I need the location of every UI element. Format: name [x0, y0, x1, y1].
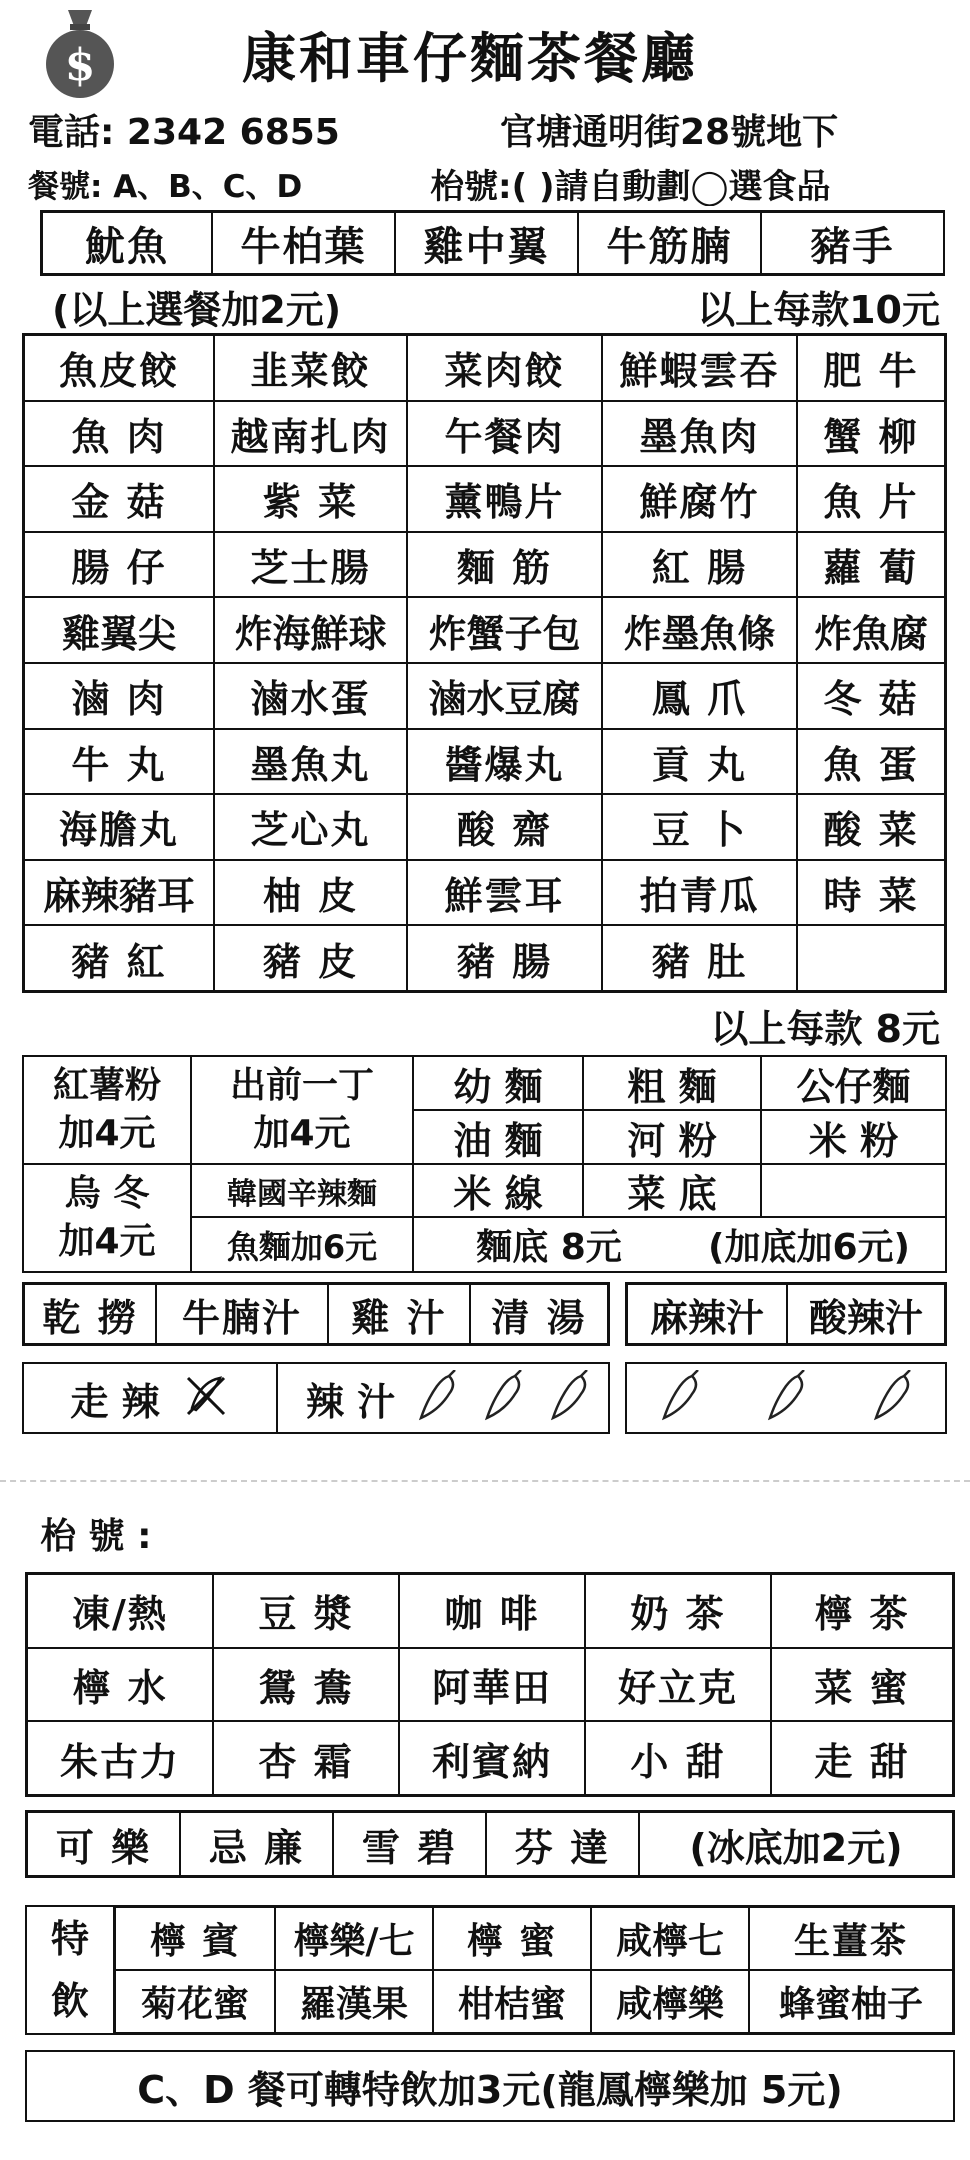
- chili-icon: [479, 1370, 527, 1426]
- special-drink[interactable]: 生薑茶: [749, 1907, 953, 1970]
- topping-item[interactable]: 鮮雲耳: [407, 860, 602, 926]
- flat-rice-noodle[interactable]: 河 粉: [584, 1111, 762, 1165]
- soup-brisket[interactable]: 牛腩汁: [156, 1284, 328, 1344]
- special-drink[interactable]: 咸檸七: [591, 1907, 749, 1970]
- topping-item[interactable]: 柚 皮: [214, 860, 407, 926]
- special-drink[interactable]: 菊花蜜: [115, 1970, 275, 2033]
- drink-item[interactable]: 杏 霜: [213, 1721, 399, 1795]
- vermicelli[interactable]: 米 粉: [762, 1111, 945, 1165]
- topping-item[interactable]: 海膽丸: [24, 794, 214, 860]
- thick-noodle[interactable]: 粗 麵: [584, 1057, 762, 1111]
- drink-item[interactable]: 咖 啡: [399, 1574, 585, 1648]
- soda-fanta[interactable]: 芬 達: [486, 1812, 639, 1876]
- topping-item[interactable]: 金 菇: [24, 466, 214, 532]
- premium-item[interactable]: 豬手: [761, 212, 944, 274]
- topping-item[interactable]: 蘿 蔔: [797, 532, 945, 598]
- special-drink[interactable]: 咸檸樂: [591, 1970, 749, 2033]
- drinks-table-number: 枱 號 :: [40, 1515, 152, 1557]
- drinks-grid: [25, 1572, 955, 1797]
- no-spicy-label: 走 辣: [70, 1379, 160, 1424]
- topping-item[interactable]: 牛 丸: [24, 729, 214, 795]
- soup-base-right: [625, 1282, 947, 1346]
- drink-item[interactable]: 檸 茶: [771, 1574, 953, 1648]
- sweet-potato-label: 紅薯粉: [52, 1065, 161, 1106]
- phone-number: 電話: 2342 6855: [28, 111, 340, 152]
- demae-price: 加4元: [253, 1113, 351, 1154]
- table-number-instruction: 枱號:( )請自動劃◯選食品: [430, 166, 831, 206]
- restaurant-title: 康和車仔麵茶餐廳: [242, 26, 698, 90]
- logo-dollar-sign: $: [64, 39, 96, 91]
- special-drink[interactable]: 柑桔蜜: [433, 1970, 591, 2033]
- topping-item[interactable]: 炸墨魚條: [602, 597, 797, 663]
- noodle-section: [22, 1055, 947, 1273]
- vegetable-base[interactable]: 菜 底: [584, 1165, 762, 1218]
- demae-label: 出前一丁: [229, 1065, 374, 1106]
- special-drink[interactable]: 檸 蜜: [433, 1907, 591, 1970]
- chili-icon: [868, 1370, 916, 1426]
- topping-item[interactable]: 拍青瓜: [602, 860, 797, 926]
- soup-chicken[interactable]: 雞 汁: [328, 1284, 470, 1344]
- noodle-base-price: 麵底 8元: [476, 1227, 622, 1268]
- soup-hot-sour[interactable]: 酸辣汁: [787, 1284, 945, 1344]
- topping-item[interactable]: 紅 腸: [602, 532, 797, 598]
- topping-item[interactable]: 魚皮餃: [24, 335, 214, 401]
- chili-icon: [656, 1370, 704, 1426]
- drink-item[interactable]: 阿華田: [399, 1648, 585, 1722]
- soda-sprite[interactable]: 雪 碧: [333, 1812, 486, 1876]
- udon-label: 烏 冬: [64, 1173, 150, 1214]
- topping-item[interactable]: 雞翼尖: [24, 597, 214, 663]
- topping-item[interactable]: 薰鴨片: [407, 466, 602, 532]
- topping-item[interactable]: 菜肉餃: [407, 335, 602, 401]
- topping-item[interactable]: 墨魚丸: [214, 729, 407, 795]
- no-chili-icon: [182, 1370, 230, 1427]
- drink-item[interactable]: 好立克: [585, 1648, 771, 1722]
- premium-note-left: (以上選餐加2元): [52, 287, 342, 332]
- topping-item[interactable]: 鮮蝦雲吞: [602, 335, 797, 401]
- topping-item[interactable]: 豬 紅: [24, 925, 214, 991]
- sweet-potato-noodle[interactable]: [24, 1057, 192, 1165]
- topping-item[interactable]: 蟹 柳: [797, 401, 945, 467]
- extra-base-price: (加底加6元): [708, 1227, 910, 1268]
- logo-money-bag-icon: [40, 2, 120, 100]
- drink-item[interactable]: 菜 蜜: [771, 1648, 953, 1722]
- spice-level-right[interactable]: [625, 1362, 947, 1434]
- udon-price: 加4元: [58, 1221, 156, 1262]
- topping-item-empty: [797, 925, 945, 991]
- topping-item[interactable]: 芝士腸: [214, 532, 407, 598]
- topping-item[interactable]: 魚 片: [797, 466, 945, 532]
- topping-item[interactable]: 魚 蛋: [797, 729, 945, 795]
- topping-item[interactable]: 豆 卜: [602, 794, 797, 860]
- topping-item[interactable]: 鳳 爪: [602, 663, 797, 729]
- soup-clear[interactable]: 清 湯: [470, 1284, 608, 1344]
- special-drinks-section: [25, 1905, 955, 2035]
- noodle-empty-cell: [762, 1165, 945, 1218]
- sweet-potato-price: 加4元: [58, 1113, 156, 1154]
- drink-item[interactable]: 檸 水: [27, 1648, 213, 1722]
- chili-icon: [762, 1370, 810, 1426]
- premium-price-note: 以上每款10元: [697, 287, 940, 332]
- premium-item[interactable]: 雞中翼: [395, 212, 578, 274]
- chili-icon: [413, 1370, 461, 1426]
- soup-base-left: [22, 1282, 610, 1346]
- toppings-price-note: 以上每款 8元: [710, 1006, 940, 1050]
- special-label-top: 特: [50, 1917, 89, 1961]
- topping-item[interactable]: 鮮腐竹: [602, 466, 797, 532]
- spicy-option[interactable]: [278, 1364, 608, 1432]
- topping-item[interactable]: 越南扎肉: [214, 401, 407, 467]
- drink-item[interactable]: 利賓納: [399, 1721, 585, 1795]
- drink-item[interactable]: 奶 茶: [585, 1574, 771, 1648]
- topping-item[interactable]: 午餐肉: [407, 401, 602, 467]
- drink-item[interactable]: 小 甜: [585, 1721, 771, 1795]
- spicy-label: 辣 汁: [306, 1379, 396, 1424]
- meal-codes: 餐號: A、B、C、D: [28, 168, 303, 205]
- special-label-bottom: 飲: [50, 1979, 89, 2023]
- topping-item[interactable]: 炸蟹子包: [407, 597, 602, 663]
- topping-item[interactable]: 醬爆丸: [407, 729, 602, 795]
- soda-ice-note: (冰底加2元): [639, 1812, 953, 1876]
- special-drink[interactable]: 檸 賓: [115, 1907, 275, 1970]
- drink-item[interactable]: 走 甜: [771, 1721, 953, 1795]
- soda-cream[interactable]: 忌 廉: [180, 1812, 333, 1876]
- topping-item[interactable]: 墨魚肉: [602, 401, 797, 467]
- soup-mala[interactable]: 麻辣汁: [627, 1284, 787, 1344]
- topping-item[interactable]: 貢 丸: [602, 729, 797, 795]
- topping-item[interactable]: 麻辣豬耳: [24, 860, 214, 926]
- topping-item[interactable]: 紫 菜: [214, 466, 407, 532]
- soup-dry[interactable]: 乾 撈: [24, 1284, 156, 1344]
- premium-item[interactable]: 魷魚: [42, 212, 212, 274]
- premium-item[interactable]: 牛筋腩: [578, 212, 761, 274]
- topping-item[interactable]: 滷 肉: [24, 663, 214, 729]
- no-spicy-option[interactable]: [24, 1364, 278, 1432]
- topping-item[interactable]: 滷水豆腐: [407, 663, 602, 729]
- topping-item[interactable]: 酸 齋: [407, 794, 602, 860]
- topping-item[interactable]: 麵 筋: [407, 532, 602, 598]
- topping-item[interactable]: 肥 牛: [797, 335, 945, 401]
- topping-item[interactable]: 韭菜餃: [214, 335, 407, 401]
- demae-ramen[interactable]: [192, 1057, 414, 1165]
- topping-item[interactable]: 腸 仔: [24, 532, 214, 598]
- thin-noodle[interactable]: 幼 麵: [414, 1057, 584, 1111]
- tear-line-divider: [0, 1480, 970, 1482]
- yellow-noodle[interactable]: 油 麵: [414, 1111, 584, 1165]
- topping-item[interactable]: 魚 肉: [24, 401, 214, 467]
- korean-spicy-noodle[interactable]: 韓國辛辣麵: [192, 1165, 414, 1218]
- drink-item[interactable]: 朱古力: [27, 1721, 213, 1795]
- topping-item[interactable]: 豬 肚: [602, 925, 797, 991]
- drink-item[interactable]: 鴛 鴦: [213, 1648, 399, 1722]
- spice-level-left: [22, 1362, 610, 1434]
- special-drink[interactable]: 蜂蜜柚子: [749, 1970, 953, 2033]
- fish-noodle[interactable]: 魚麵加6元: [192, 1218, 414, 1271]
- premium-toppings-row: [40, 210, 945, 276]
- udon[interactable]: [24, 1165, 192, 1271]
- premium-item[interactable]: 牛柏葉: [212, 212, 395, 274]
- topping-item[interactable]: 炸海鮮球: [214, 597, 407, 663]
- drink-item[interactable]: 豆 漿: [213, 1574, 399, 1648]
- topping-item[interactable]: 豬 腸: [407, 925, 602, 991]
- special-drink[interactable]: 羅漢果: [275, 1970, 433, 2033]
- topping-item[interactable]: 冬 菇: [797, 663, 945, 729]
- topping-item[interactable]: 時 菜: [797, 860, 945, 926]
- special-drinks-grid: [115, 1907, 953, 2033]
- topping-item[interactable]: 炸魚腐: [797, 597, 945, 663]
- drink-item[interactable]: 凍/熱: [27, 1574, 213, 1648]
- toppings-grid: [22, 333, 947, 993]
- soda-row: [25, 1810, 955, 1878]
- soda-coke[interactable]: 可 樂: [27, 1812, 180, 1876]
- special-label-cell: [27, 1907, 115, 2033]
- topping-item[interactable]: 滷水蛋: [214, 663, 407, 729]
- topping-item[interactable]: 酸 菜: [797, 794, 945, 860]
- special-drink[interactable]: 檸樂/七: [275, 1907, 433, 1970]
- instant-noodle[interactable]: 公仔麵: [762, 1057, 945, 1111]
- topping-item[interactable]: 豬 皮: [214, 925, 407, 991]
- cd-meal-upgrade-note: C、D 餐可轉特飲加3元(龍鳳檸樂加 5元): [25, 2050, 955, 2122]
- topping-item[interactable]: 芝心丸: [214, 794, 407, 860]
- address: 官塘通明街28號地下: [500, 111, 839, 152]
- rice-noodle[interactable]: 米 線: [414, 1165, 584, 1218]
- chili-icon: [545, 1370, 593, 1426]
